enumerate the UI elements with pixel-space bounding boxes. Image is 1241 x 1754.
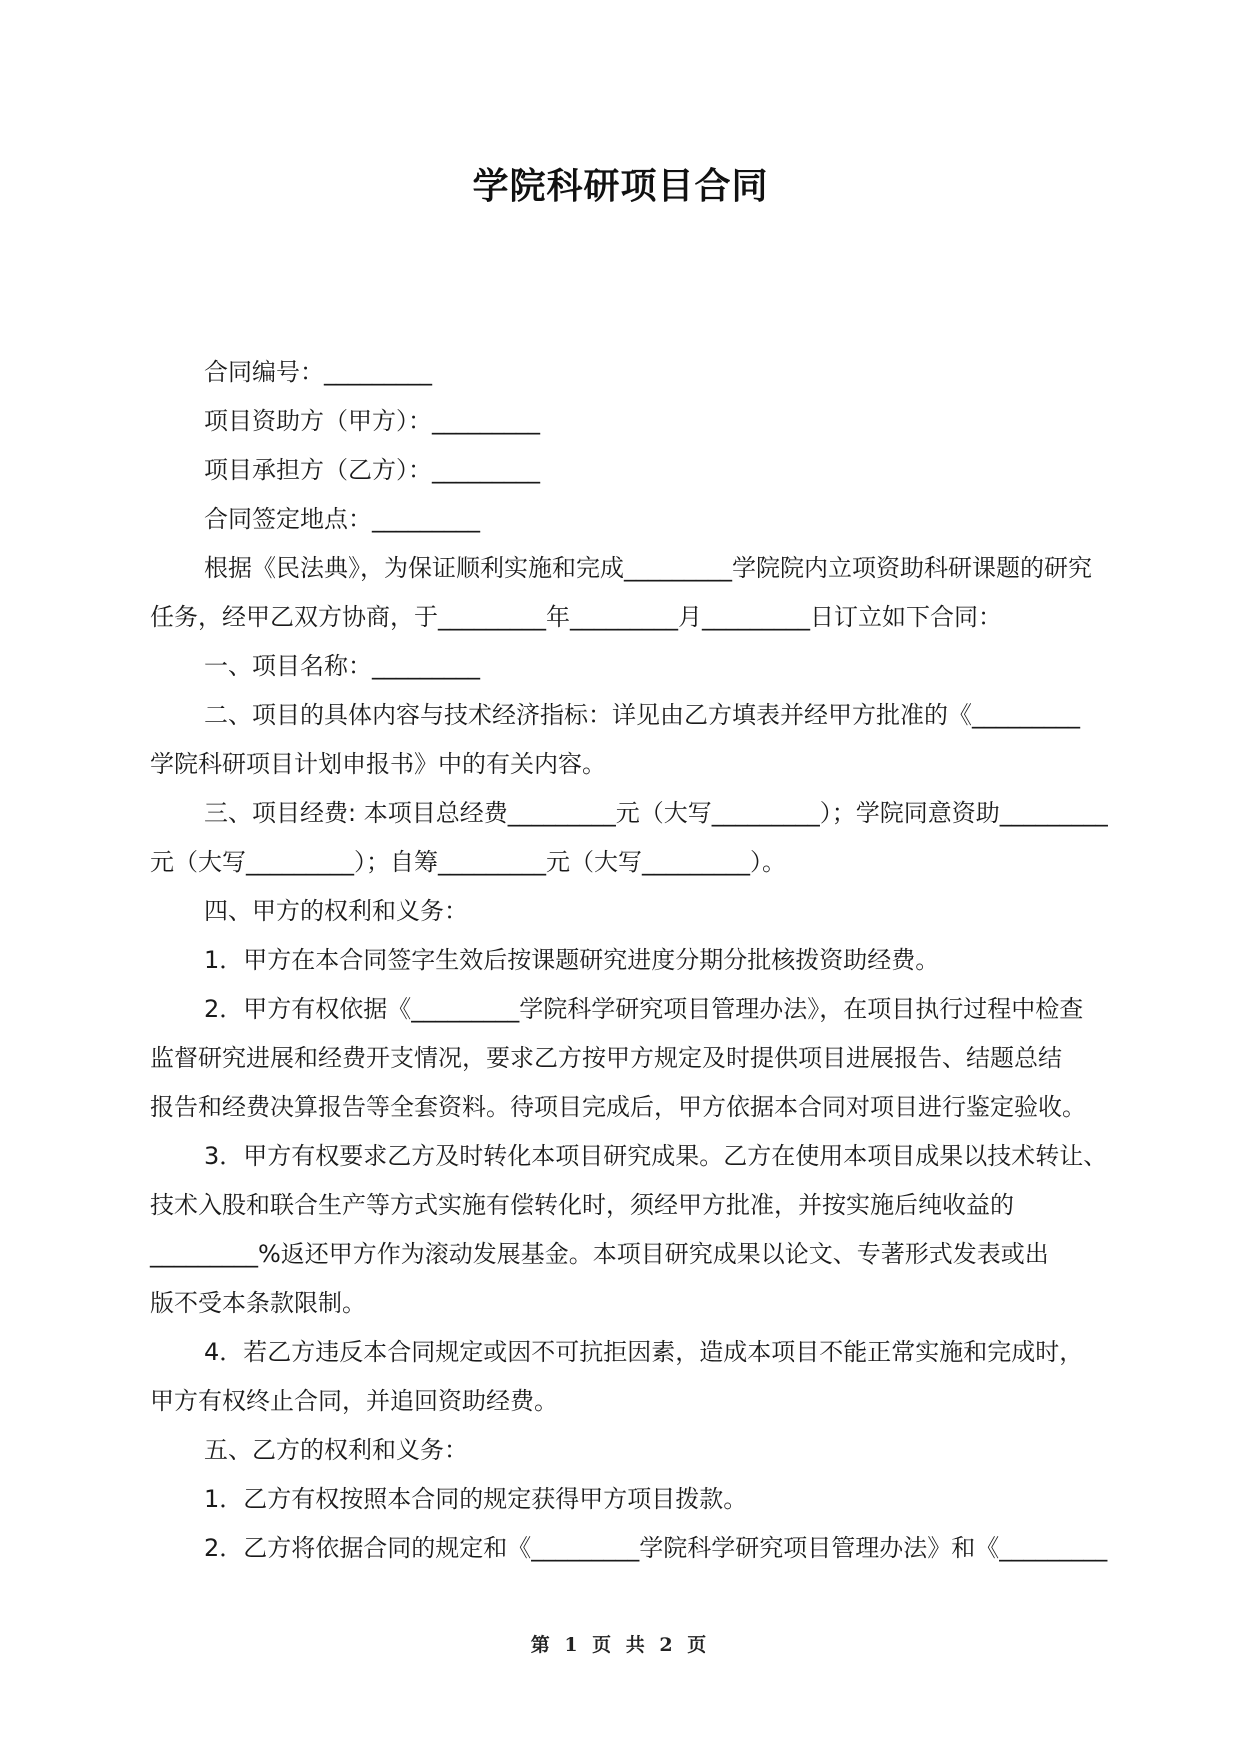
- page-title: 学院科研项目合同: [472, 166, 769, 207]
- paragraph-line: 五、乙方的权利和义务：: [204, 1436, 468, 1464]
- paragraph-line: 二、项目的具体内容与技术经济指标：详见由乙方填表并经甲方批准的《_________: [204, 701, 1080, 729]
- paragraph-project-content: [150, 691, 1090, 789]
- paragraph-line: 元（大写_________）；自筹_________元（大写_________）。: [150, 848, 786, 876]
- paragraph-line: 版不受本条款限制。: [150, 1289, 366, 1317]
- clause-a-3: [150, 1132, 1108, 1328]
- clause-b-2: [150, 1524, 1108, 1573]
- paragraph-line: 监督研究进展和经费开支情况，要求乙方按甲方规定及时提供项目进展报告、结题总结: [150, 1044, 1062, 1072]
- paragraph-project-name: [150, 642, 1090, 691]
- paragraph-line: 一、项目名称：_________: [204, 652, 480, 680]
- header-field-party-b: 项目承担方（乙方）：_________: [204, 456, 540, 484]
- page-footer: 第 1 页 共 2 页: [530, 1634, 711, 1656]
- paragraph-line: 甲方有权终止合同，并追回资助经费。: [150, 1387, 558, 1415]
- clause-a-1: [150, 936, 1090, 985]
- paragraph-line: 4．若乙方违反本合同规定或因不可抗拒因素，造成本项目不能正常实施和完成时，: [204, 1338, 1084, 1366]
- header-field-party-a: 项目资助方（甲方）：_________: [204, 407, 540, 435]
- section-heading-party-b: [150, 1426, 1090, 1475]
- section-heading-party-a: [150, 887, 1090, 936]
- paragraph-line: 学院科研项目计划申报书》中的有关内容。: [150, 750, 606, 778]
- paragraph-line: 技术入股和联合生产等方式实施有偿转化时，须经甲方批准，并按实施后纯收益的: [150, 1191, 1014, 1219]
- clause-b-1: [150, 1475, 1090, 1524]
- paragraph-line: 报告和经费决算报告等全套资料。待项目完成后，甲方依据本合同对项目进行鉴定验收。: [150, 1093, 1086, 1121]
- paragraph-line: 2．乙方将依据合同的规定和《_________学院科学研究项目管理办法》和《_________: [204, 1534, 1108, 1562]
- clause-a-4: [150, 1328, 1090, 1426]
- paragraph-line: _________%返还甲方作为滚动发展基金。本项目研究成果以论文、专著形式发表或出: [150, 1240, 1049, 1268]
- paragraph-line: 三、项目经费: 本项目总经费_________元（大写_________）；学院同意资助_________: [204, 799, 1108, 827]
- paragraph-line: 1．甲方在本合同签字生效后按课题研究进度分期分批核拨资助经费。: [204, 946, 940, 974]
- paragraph-line: 任务，经甲乙双方协商，于_________年_________月_________日订立如下合同：: [150, 603, 1002, 631]
- paragraph-line: 1．乙方有权按照本合同的规定获得甲方项目拨款。: [204, 1485, 748, 1513]
- paragraph-preamble: [150, 544, 1090, 642]
- clause-a-2: [150, 985, 1090, 1132]
- paragraph-line: 根据《民法典》，为保证顺利实施和完成_________学院院内立项资助科研课题的研究: [204, 554, 1092, 582]
- document-body: [150, 348, 1108, 1573]
- paragraph-project-funding: [150, 789, 1108, 887]
- paragraph-line: 四、甲方的权利和义务：: [204, 897, 468, 925]
- header-field-signing-place: 合同签定地点：_________: [204, 505, 480, 533]
- header-field-contract-number: 合同编号：_________: [204, 358, 432, 386]
- paragraph-line: 2．甲方有权依据《_________学院科学研究项目管理办法》，在项目执行过程中检查: [204, 995, 1084, 1023]
- paragraph-line: 3．甲方有权要求乙方及时转化本项目研究成果。乙方在使用本项目成果以技术转让、: [204, 1142, 1108, 1170]
